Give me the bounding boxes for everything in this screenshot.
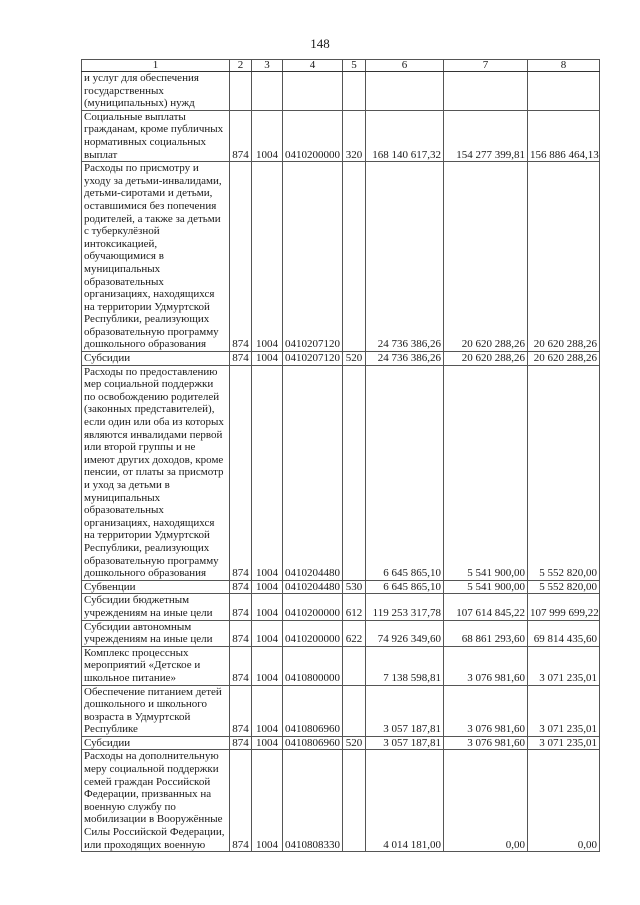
cell-expense-type xyxy=(343,162,366,352)
cell-admin-code: 874 xyxy=(230,352,252,366)
cell-section-code: 1004 xyxy=(252,685,283,736)
cell-admin-code: 874 xyxy=(230,110,252,161)
cell-amount-col7: 5 541 900,00 xyxy=(444,580,528,594)
header-row xyxy=(82,60,600,72)
cell-target-article: 0410808330 xyxy=(283,750,343,852)
cell-section-code: 1004 xyxy=(252,162,283,352)
cell-expense-type xyxy=(343,646,366,685)
cell-expense-type xyxy=(343,72,366,111)
cell-amount-col6: 6 645 865,10 xyxy=(366,580,444,594)
cell-target-article: 0410200000 xyxy=(283,110,343,161)
cell-name: и услуг для обеспечения государственных (муниципальных) нужд xyxy=(82,72,230,111)
cell-amount-col8: 3 071 235,01 xyxy=(528,685,600,736)
cell-name: Расходы на дополнительную меру социальной поддержки семей граждан Российской Федерации, призванных на военную службу по мобилизации в Вооружённые Силы Российской Федерации, или проходящих военную xyxy=(82,750,230,852)
cell-admin-code: 874 xyxy=(230,620,252,646)
cell-amount-col8: 107 999 699,22 xyxy=(528,594,600,620)
cell-name: Субсидии бюджетным учреждениям на иные цели xyxy=(82,594,230,620)
table-row xyxy=(82,72,600,111)
cell-admin-code: 874 xyxy=(230,365,252,580)
table-row xyxy=(82,162,600,352)
cell-amount-col8: 156 886 464,13 xyxy=(528,110,600,161)
cell-amount-col6: 4 014 181,00 xyxy=(366,750,444,852)
cell-expense-type: 320 xyxy=(343,110,366,161)
cell-amount-col8: 3 071 235,01 xyxy=(528,736,600,750)
cell-name: Обеспечение питанием детей дошкольного и школьного возраста в Удмуртской Республике xyxy=(82,685,230,736)
cell-amount-col6: 74 926 349,60 xyxy=(366,620,444,646)
cell-target-article: 0410204480 xyxy=(283,580,343,594)
cell-target-article: 0410806960 xyxy=(283,685,343,736)
cell-expense-type xyxy=(343,365,366,580)
cell-amount-col8: 0,00 xyxy=(528,750,600,852)
header-col-6: 6 xyxy=(366,60,444,72)
cell-amount-col8: 5 552 820,00 xyxy=(528,365,600,580)
cell-amount-col7: 68 861 293,60 xyxy=(444,620,528,646)
header-col-3: 3 xyxy=(252,60,283,72)
header-col-4: 4 xyxy=(283,60,343,72)
table-row xyxy=(82,750,600,852)
cell-target-article xyxy=(283,72,343,111)
cell-admin-code: 874 xyxy=(230,162,252,352)
cell-amount-col7: 154 277 399,81 xyxy=(444,110,528,161)
cell-admin-code: 874 xyxy=(230,580,252,594)
table-row xyxy=(82,580,600,594)
cell-amount-col6 xyxy=(366,72,444,111)
cell-amount-col6: 168 140 617,32 xyxy=(366,110,444,161)
cell-amount-col6: 24 736 386,26 xyxy=(366,162,444,352)
cell-section-code: 1004 xyxy=(252,750,283,852)
cell-amount-col7: 5 541 900,00 xyxy=(444,365,528,580)
cell-section-code: 1004 xyxy=(252,580,283,594)
cell-amount-col7: 20 620 288,26 xyxy=(444,352,528,366)
cell-name: Субсидии xyxy=(82,352,230,366)
cell-amount-col6: 6 645 865,10 xyxy=(366,365,444,580)
cell-expense-type: 520 xyxy=(343,352,366,366)
cell-section-code: 1004 xyxy=(252,646,283,685)
budget-table xyxy=(81,59,600,852)
cell-target-article: 0410200000 xyxy=(283,594,343,620)
cell-name: Субсидии автономным учреждениям на иные цели xyxy=(82,620,230,646)
cell-amount-col6: 24 736 386,26 xyxy=(366,352,444,366)
table-row xyxy=(82,594,600,620)
table-row xyxy=(82,620,600,646)
table-row xyxy=(82,110,600,161)
cell-expense-type: 530 xyxy=(343,580,366,594)
cell-amount-col7: 3 076 981,60 xyxy=(444,685,528,736)
cell-admin-code: 874 xyxy=(230,750,252,852)
cell-section-code: 1004 xyxy=(252,620,283,646)
cell-amount-col6: 3 057 187,81 xyxy=(366,736,444,750)
cell-name: Расходы по предоставлению мер социальной поддержки по освобождению родителей (законных представителей), если один или оба из которых являются инвалидами первой или второй группы и не имеют других доходов, кроме пенсии, от платы за присмотр и уход за детьми в муниципальных образовательных организациях, находящихся на территории Удмуртской Республики, реализующих образовательную программу дошкольного образования xyxy=(82,365,230,580)
cell-name: Расходы по присмотру и уходу за детьми-инвалидами, детьми-сиротами и детьми, оставшимися без попечения родителей, а также за детьми с туберкулёзной интоксикацией, обучающимися в муниципальных образовательных организациях, находящихся на территории Удмуртской Республики, реализующих образовательную программу дошкольного образования xyxy=(82,162,230,352)
header-col-1: 1 xyxy=(82,60,230,72)
cell-expense-type xyxy=(343,750,366,852)
page-number: 148 xyxy=(310,36,330,51)
cell-amount-col7: 3 076 981,60 xyxy=(444,736,528,750)
cell-expense-type: 622 xyxy=(343,620,366,646)
cell-admin-code: 874 xyxy=(230,685,252,736)
cell-admin-code: 874 xyxy=(230,594,252,620)
cell-section-code: 1004 xyxy=(252,352,283,366)
cell-amount-col8: 20 620 288,26 xyxy=(528,352,600,366)
cell-target-article: 0410204480 xyxy=(283,365,343,580)
cell-admin-code: 874 xyxy=(230,646,252,685)
cell-admin-code: 874 xyxy=(230,736,252,750)
cell-amount-col7: 0,00 xyxy=(444,750,528,852)
cell-amount-col8: 3 071 235,01 xyxy=(528,646,600,685)
cell-name: Комплекс процессных мероприятий «Детское и школьное питание» xyxy=(82,646,230,685)
cell-section-code: 1004 xyxy=(252,594,283,620)
cell-amount-col7: 107 614 845,22 xyxy=(444,594,528,620)
header-col-7: 7 xyxy=(444,60,528,72)
cell-amount-col7 xyxy=(444,72,528,111)
table-row xyxy=(82,365,600,580)
cell-expense-type: 520 xyxy=(343,736,366,750)
header-col-5: 5 xyxy=(343,60,366,72)
table-row xyxy=(82,685,600,736)
cell-expense-type: 612 xyxy=(343,594,366,620)
cell-expense-type xyxy=(343,685,366,736)
cell-amount-col6: 7 138 598,81 xyxy=(366,646,444,685)
cell-section-code: 1004 xyxy=(252,736,283,750)
cell-amount-col7: 20 620 288,26 xyxy=(444,162,528,352)
cell-target-article: 0410200000 xyxy=(283,620,343,646)
cell-admin-code xyxy=(230,72,252,111)
table-row xyxy=(82,736,600,750)
cell-name: Социальные выплаты гражданам, кроме публичных нормативных социальных выплат xyxy=(82,110,230,161)
cell-amount-col8: 5 552 820,00 xyxy=(528,580,600,594)
header-col-2: 2 xyxy=(230,60,252,72)
header-col-8: 8 xyxy=(528,60,600,72)
cell-section-code: 1004 xyxy=(252,365,283,580)
cell-section-code xyxy=(252,72,283,111)
cell-amount-col6: 3 057 187,81 xyxy=(366,685,444,736)
cell-section-code: 1004 xyxy=(252,110,283,161)
cell-name: Субвенции xyxy=(82,580,230,594)
cell-amount-col7: 3 076 981,60 xyxy=(444,646,528,685)
table-body xyxy=(82,72,600,852)
cell-target-article: 0410207120 xyxy=(283,162,343,352)
cell-amount-col8 xyxy=(528,72,600,111)
cell-amount-col8: 20 620 288,26 xyxy=(528,162,600,352)
cell-amount-col6: 119 253 317,78 xyxy=(366,594,444,620)
cell-target-article: 0410207120 xyxy=(283,352,343,366)
cell-target-article: 0410800000 xyxy=(283,646,343,685)
cell-name: Субсидии xyxy=(82,736,230,750)
cell-target-article: 0410806960 xyxy=(283,736,343,750)
table-row xyxy=(82,646,600,685)
cell-amount-col8: 69 814 435,60 xyxy=(528,620,600,646)
table-row xyxy=(82,352,600,366)
